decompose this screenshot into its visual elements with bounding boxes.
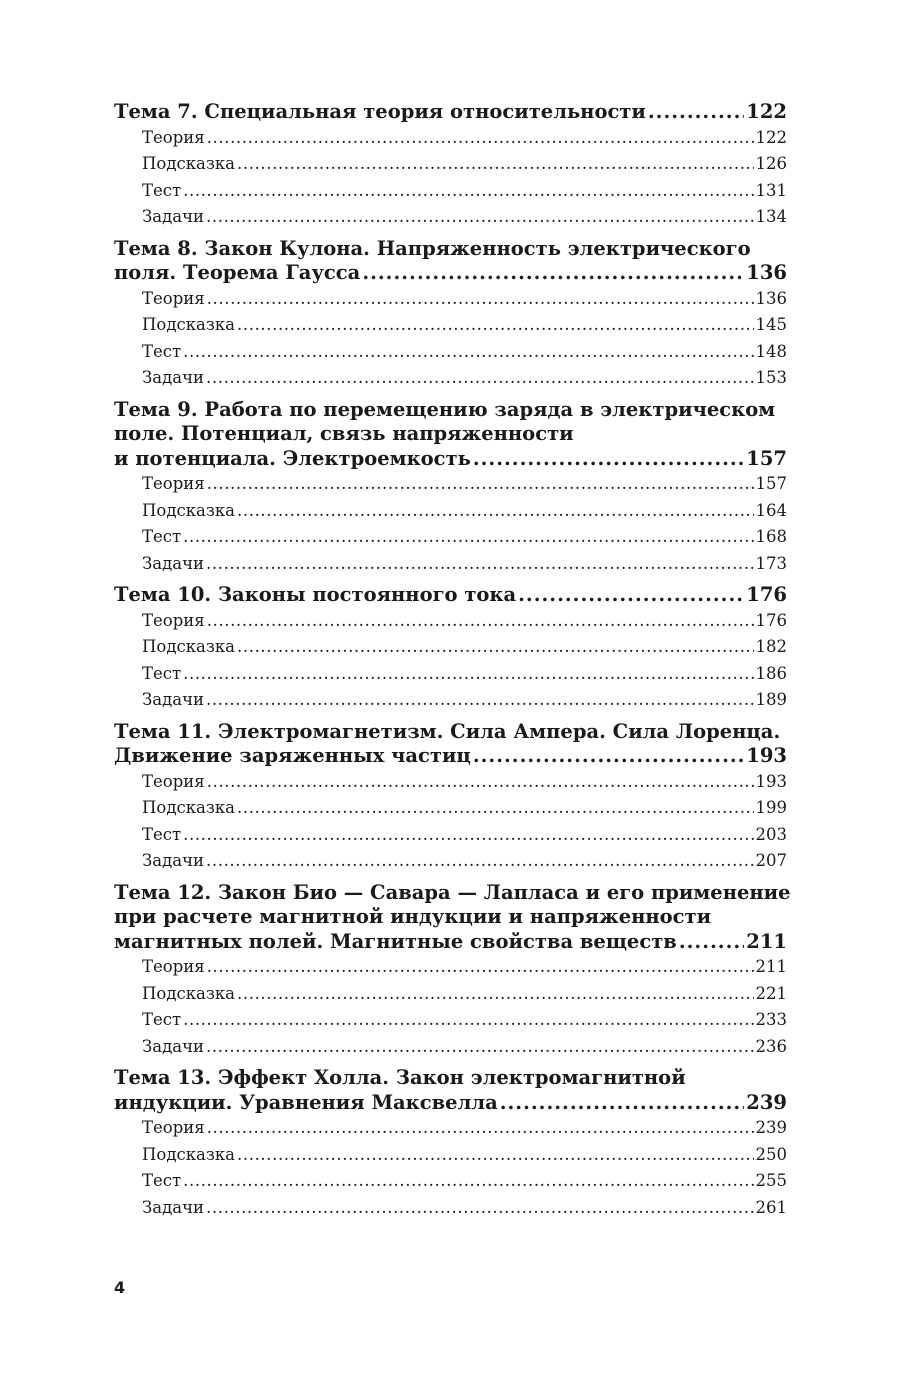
- toc-entry-page-number: 173: [755, 553, 787, 573]
- dot-leader: [237, 1142, 753, 1169]
- topic-title-text: Движение заряженных частиц: [114, 744, 471, 767]
- toc-entry-page-number: 136: [755, 288, 787, 308]
- dot-leader: [679, 930, 744, 955]
- topic-title-line: [114, 583, 787, 608]
- dot-leader: [206, 204, 753, 231]
- dot-leader: [500, 1091, 745, 1116]
- toc-entry: [142, 551, 787, 578]
- toc-entry-label: Задачи: [142, 553, 205, 573]
- toc-entry-page-number: 233: [755, 1010, 787, 1029]
- dot-leader: [207, 1115, 754, 1142]
- topic-title-text: магнитных полей. Магнитные свойства веществ: [114, 929, 677, 953]
- dot-leader: [237, 151, 753, 178]
- topic-title-text: Тема 7. Специальная теория относительности: [114, 100, 646, 123]
- toc-entry-page-number: 193: [755, 771, 787, 791]
- toc-entry-label: Тест: [142, 824, 182, 844]
- dot-leader: [183, 1168, 753, 1195]
- toc-entry-label: Подсказка: [142, 1144, 236, 1164]
- dot-leader: [183, 339, 753, 366]
- topic-title-line: [114, 100, 787, 125]
- topic-title-line: [114, 422, 787, 447]
- toc-entry: [142, 365, 787, 392]
- topic-page-number: 176: [746, 583, 787, 606]
- dot-leader: [237, 795, 753, 822]
- toc-entry-label: Задачи: [142, 1197, 205, 1217]
- dot-leader: [206, 1034, 753, 1061]
- toc-topic: [114, 583, 787, 714]
- topic-title-text: Тема 8. Закон Кулона. Напряженность электрического: [114, 236, 751, 260]
- dot-leader: [648, 100, 744, 125]
- toc-entry-label: Теория: [142, 771, 205, 791]
- toc-entry-page-number: 148: [755, 341, 787, 361]
- table-of-contents: [114, 100, 791, 1227]
- toc-entry-label: Тест: [142, 527, 182, 546]
- topic-title-line: [114, 1066, 787, 1091]
- toc-entry-page-number: 239: [755, 1118, 787, 1137]
- topic-title-line: [114, 744, 787, 769]
- toc-entry-label: Тест: [142, 180, 182, 200]
- toc-entry-page-number: 221: [755, 983, 787, 1003]
- topic-title-line: [114, 905, 787, 930]
- toc-entry-page-number: 203: [755, 824, 787, 844]
- toc-entry: [142, 769, 787, 796]
- topic-title-line: [114, 720, 787, 745]
- topic-page-number: 239: [746, 1090, 787, 1114]
- toc-entry-page-number: 168: [755, 527, 787, 546]
- toc-entry-page-number: 164: [755, 500, 787, 520]
- topic-title: [114, 237, 787, 286]
- dot-leader: [207, 769, 754, 796]
- toc-entry-label: Подсказка: [142, 500, 236, 520]
- topic-title-line: [114, 398, 787, 423]
- dot-leader: [207, 954, 754, 981]
- topic-title-line: [114, 880, 791, 906]
- topic-title: [114, 100, 787, 125]
- toc-entry-label: Задачи: [142, 851, 205, 870]
- toc-entry-page-number: 250: [755, 1144, 787, 1164]
- topic-subsections: [114, 125, 787, 231]
- toc-entry: [142, 151, 787, 178]
- toc-entry-label: Теория: [142, 1118, 205, 1137]
- topic-page-number: 157: [746, 446, 787, 470]
- toc-entry: [142, 634, 787, 661]
- topic-title-text: Тема 13. Эффект Холла. Закон электромагнитной: [114, 1066, 686, 1089]
- toc-entry: [142, 339, 787, 366]
- toc-entry: [142, 178, 787, 205]
- toc-entry-label: Теория: [142, 610, 205, 630]
- toc-entry-label: Подсказка: [142, 315, 236, 334]
- toc-entry: [142, 286, 787, 313]
- topic-subsections: [114, 471, 787, 577]
- toc-entry-page-number: 157: [755, 474, 787, 493]
- dot-leader: [183, 822, 753, 849]
- toc-entry: [142, 471, 787, 498]
- toc-entry-label: Теория: [142, 474, 205, 493]
- topic-subsections: [114, 954, 787, 1060]
- toc-entry-label: Подсказка: [142, 983, 236, 1003]
- toc-entry: [142, 981, 787, 1008]
- topic-title-text: поле. Потенциал, связь напряженности: [114, 422, 574, 445]
- toc-entry-page-number: 182: [755, 637, 787, 656]
- dot-leader: [237, 634, 753, 661]
- dot-leader: [206, 365, 753, 392]
- toc-entry-page-number: 126: [755, 154, 787, 173]
- topic-page-number: 122: [746, 100, 787, 123]
- dot-leader: [237, 981, 753, 1008]
- toc-entry-label: Теория: [142, 127, 205, 147]
- topic-page-number: 136: [746, 261, 787, 284]
- toc-entry-label: Задачи: [142, 1036, 205, 1056]
- topic-title-text: поля. Теорема Гаусса: [114, 261, 361, 284]
- dot-leader: [473, 744, 744, 769]
- toc-entry-page-number: 199: [755, 798, 787, 817]
- dot-leader: [207, 471, 754, 498]
- dot-leader: [207, 608, 754, 635]
- toc-topic: [114, 720, 787, 875]
- dot-leader: [206, 848, 753, 875]
- toc-entry: [142, 687, 787, 714]
- topic-page-number: 211: [746, 929, 787, 953]
- toc-entry-page-number: 153: [755, 368, 787, 387]
- dot-leader: [183, 1007, 753, 1034]
- topic-title-text: Тема 11. Электромагнетизм. Сила Ампера. Сила Лоренца.: [114, 719, 781, 743]
- dot-leader: [518, 583, 744, 608]
- topic-title-text: индукции. Уравнения Максвелла: [114, 1090, 498, 1114]
- dot-leader: [207, 286, 754, 313]
- toc-entry-page-number: 261: [755, 1197, 787, 1217]
- toc-topic: [114, 100, 787, 231]
- topic-title-line: [114, 237, 787, 262]
- toc-entry: [142, 661, 787, 688]
- topic-title-text: при расчете магнитной индукции и напряженности: [114, 905, 712, 928]
- topic-title-text: и потенциала. Электроемкость: [114, 446, 471, 470]
- toc-entry: [142, 125, 787, 152]
- toc-entry: [142, 1115, 787, 1142]
- toc-topic: [114, 880, 791, 1061]
- topic-subsections: [114, 1115, 787, 1221]
- topic-title-line: [114, 930, 787, 955]
- toc-topic: [114, 398, 787, 578]
- dot-leader: [237, 312, 753, 339]
- toc-entry-page-number: 207: [755, 851, 787, 870]
- toc-entry-label: Подсказка: [142, 637, 236, 656]
- toc-entry-label: Тест: [142, 663, 182, 683]
- dot-leader: [183, 661, 753, 688]
- toc-entry: [142, 312, 787, 339]
- toc-entry-label: Тест: [142, 1171, 182, 1190]
- toc-entry-page-number: 145: [755, 315, 787, 334]
- toc-entry-page-number: 176: [755, 610, 787, 630]
- topic-page-number: 193: [746, 744, 787, 767]
- topic-subsections: [114, 286, 787, 392]
- topic-subsections: [114, 608, 787, 714]
- toc-entry-page-number: 189: [755, 690, 787, 709]
- topic-title-text: Тема 12. Закон Био — Савара — Лапласа и его применение: [114, 880, 791, 904]
- toc-entry-page-number: 134: [755, 207, 787, 226]
- toc-entry: [142, 1195, 787, 1222]
- toc-entry-label: Задачи: [142, 690, 205, 709]
- toc-entry-label: Подсказка: [142, 798, 236, 817]
- toc-entry-page-number: 122: [755, 127, 787, 147]
- dot-leader: [206, 687, 753, 714]
- toc-entry-label: Теория: [142, 957, 205, 976]
- topic-title-line: [114, 261, 787, 286]
- dot-leader: [362, 261, 744, 286]
- toc-entry-page-number: 131: [755, 180, 787, 200]
- topic-title: [114, 720, 787, 769]
- toc-entry-label: Теория: [142, 288, 205, 308]
- toc-entry: [142, 1034, 787, 1061]
- toc-entry: [142, 498, 787, 525]
- toc-topic: [114, 237, 787, 392]
- toc-entry: [142, 204, 787, 231]
- topic-subsections: [114, 769, 787, 875]
- dot-leader: [206, 551, 753, 578]
- toc-entry-page-number: 255: [755, 1171, 787, 1190]
- dot-leader: [237, 498, 753, 525]
- toc-entry-label: Тест: [142, 1010, 182, 1029]
- page-number: 4: [114, 1278, 126, 1297]
- toc-entry: [142, 848, 787, 875]
- toc-entry: [142, 795, 787, 822]
- topic-title-line: [114, 1091, 787, 1116]
- dot-leader: [206, 1195, 753, 1222]
- topic-title: [114, 583, 787, 608]
- dot-leader: [473, 447, 744, 472]
- toc-entry: [142, 954, 787, 981]
- toc-entry-label: Задачи: [142, 368, 205, 387]
- toc-entry: [142, 1007, 787, 1034]
- topic-title: [114, 398, 787, 472]
- toc-entry-page-number: 186: [755, 663, 787, 683]
- topic-title: [114, 880, 791, 955]
- toc-entry-label: Подсказка: [142, 154, 236, 173]
- dot-leader: [207, 125, 754, 152]
- topic-title-text: Тема 10. Законы постоянного тока: [114, 583, 517, 606]
- dot-leader: [183, 524, 753, 551]
- topic-title-line: [114, 447, 787, 472]
- toc-entry-page-number: 236: [755, 1036, 787, 1056]
- toc-entry: [142, 608, 787, 635]
- topic-title-text: Тема 9. Работа по перемещению заряда в электрическом: [114, 397, 776, 421]
- toc-entry-label: Тест: [142, 341, 182, 361]
- toc-entry: [142, 1168, 787, 1195]
- toc-topic: [114, 1066, 787, 1221]
- dot-leader: [183, 178, 753, 205]
- toc-entry: [142, 524, 787, 551]
- toc-entry-page-number: 211: [755, 957, 787, 976]
- toc-entry: [142, 1142, 787, 1169]
- toc-entry-label: Задачи: [142, 207, 205, 226]
- topic-title: [114, 1066, 787, 1115]
- toc-entry: [142, 822, 787, 849]
